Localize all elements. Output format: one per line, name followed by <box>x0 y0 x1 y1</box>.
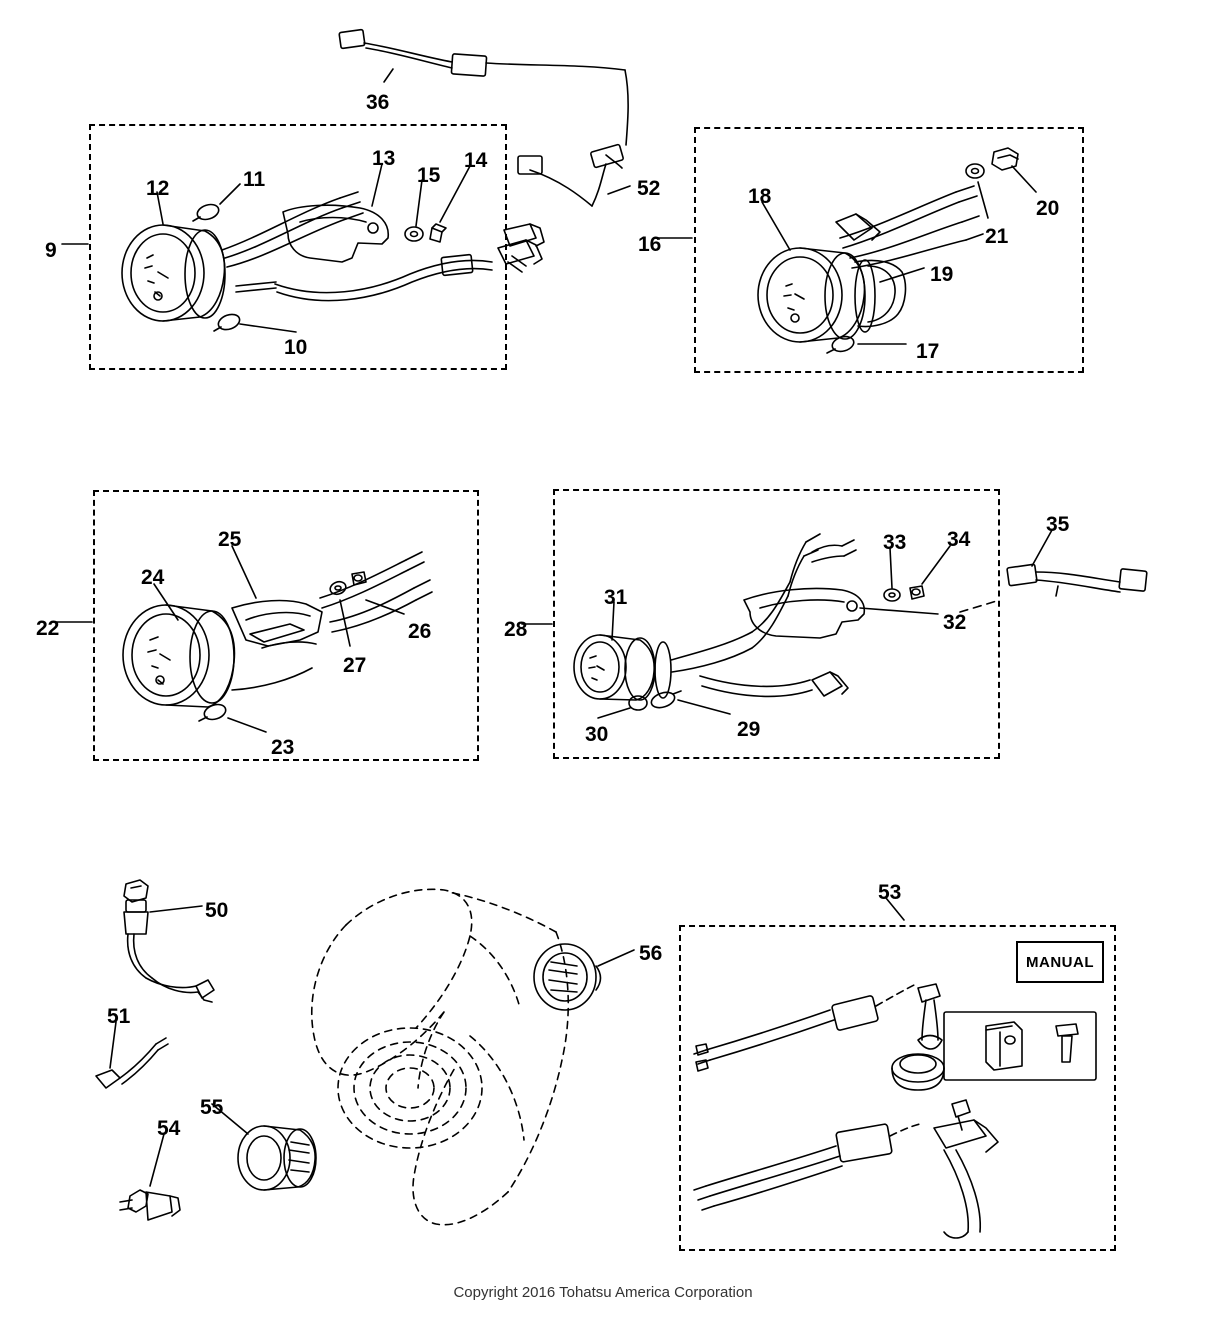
callout-18: 18 <box>748 185 772 208</box>
callout-21: 21 <box>985 225 1009 248</box>
callout-25: 25 <box>218 528 242 551</box>
manual-label: MANUAL <box>1026 953 1094 971</box>
callout-23: 23 <box>271 736 295 759</box>
callout-30: 30 <box>585 723 609 746</box>
callout-34: 34 <box>947 528 971 551</box>
callout-53: 53 <box>878 881 902 904</box>
callout-32: 32 <box>943 611 967 634</box>
callout-14: 14 <box>464 149 488 172</box>
callout-27: 27 <box>343 654 367 677</box>
callout-13: 13 <box>372 147 396 170</box>
callout-11: 11 <box>243 168 266 191</box>
callout-56: 56 <box>639 942 663 965</box>
group-box-28 <box>553 489 1000 759</box>
callout-12: 12 <box>146 177 170 200</box>
callout-16: 16 <box>638 233 662 256</box>
callout-55: 55 <box>200 1096 224 1119</box>
callout-22: 22 <box>36 617 60 640</box>
callout-50: 50 <box>205 899 229 922</box>
callout-54: 54 <box>157 1117 181 1140</box>
callout-33: 33 <box>883 531 907 554</box>
group-box-16 <box>694 127 1084 373</box>
callout-10: 10 <box>284 336 308 359</box>
callout-24: 24 <box>141 566 165 589</box>
callout-20: 20 <box>1036 197 1060 220</box>
callout-15: 15 <box>417 164 441 187</box>
group-box-9 <box>89 124 507 370</box>
callout-28: 28 <box>504 618 528 641</box>
callout-9: 9 <box>45 239 57 262</box>
manual-box <box>1016 941 1104 983</box>
callout-51: 51 <box>107 1005 131 1028</box>
callout-35: 35 <box>1046 513 1070 536</box>
callout-26: 26 <box>408 620 432 643</box>
callout-31: 31 <box>604 586 628 609</box>
copyright-notice: Copyright 2016 Tohatsu America Corporation <box>453 1284 753 1301</box>
callout-52: 52 <box>637 177 661 200</box>
callout-17: 17 <box>916 340 940 363</box>
callout-29: 29 <box>737 718 761 741</box>
callout-19: 19 <box>930 263 954 286</box>
callout-36: 36 <box>366 91 390 114</box>
